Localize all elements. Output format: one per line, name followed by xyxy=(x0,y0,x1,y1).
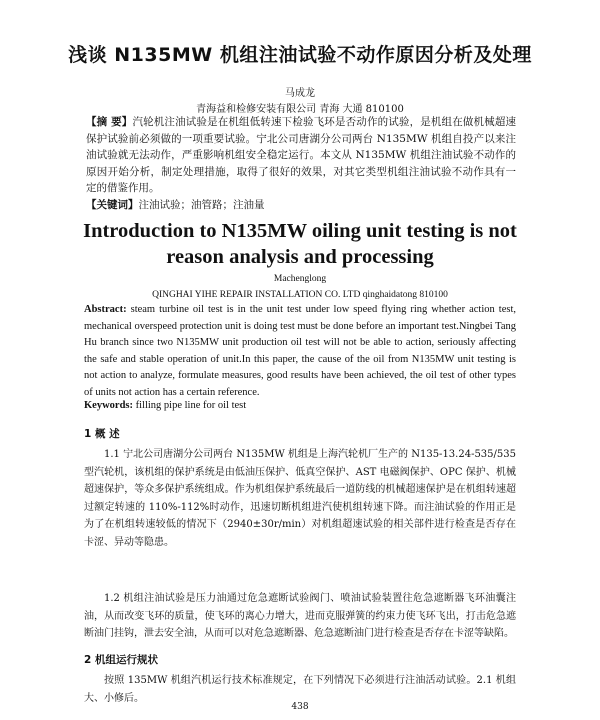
section-1-heading: 1 概 述 xyxy=(84,428,120,440)
chinese-abstract-label: 【摘 要】 xyxy=(86,116,133,128)
chinese-keywords-label: 【关键词】 xyxy=(86,199,139,211)
english-abstract-text: steam turbine oil test is in the unit test under low speed flying ring whether action test, mechanical overspeed protection unit is doing test must be done before an important test.Ningbei Tang Hu branch since two N135MW unit production oil test will not be able to action, seriously affecting the safe and stable operation of unit.In this paper, the cause of the oil from N135MW unit testing is not action to analyze, formulate measures, good results have been achieved, the oil test of other types of units not action has a certain reference. xyxy=(84,304,516,398)
chinese-keywords-text: 注油试验；油管路；注油量 xyxy=(138,199,265,211)
english-keywords xyxy=(84,400,516,411)
section-2-paragraph: 按照 135MW 机组汽机运行技术标准规定，在下列情况下必须进行注油活动试验。2.1 机组大、小修后。 xyxy=(84,675,516,704)
chinese-author: 马成龙 xyxy=(285,88,315,99)
chinese-keywords xyxy=(86,197,516,212)
english-keywords-text: filling pipe line for oil test xyxy=(135,400,247,411)
chinese-title: 浅谈 N135MW 机组注油试验不动作原因分析及处理 xyxy=(68,44,532,66)
section-1-paragraph-2: 1.2 机组注油试验是压力油通过危急遮断试验阀门、喷油试验装置往危急遮断器飞环油囊注油，从而改变飞环的质量，使飞环的离心力增大，进而克服弹簧的约束力使飞环飞出，打击危急遮断油门挂钩，泄去安全油，从而可以对危急遮断器、危急遮断油门进行检查是否存在卡涩等缺陷。 xyxy=(84,593,516,639)
section-1-paragraph-1: 1.1 宁北公司唐湖分公司两台 N135MW 机组是上海汽轮机厂生产的 N135-13.24-535/535 型汽轮机，该机组的保护系统是由低油压保护、低真空保护、AST 电磁阀保护、OPC 保护、机械超速保护，等众多保护系统组成。作为机组保护系统最后一道防线的机械超速保护是在机组转速超过额定转速的 110%-112%时动作，迅速切断机组进汽使机组转速下降。而注油试验的作用正是为了在机组转速较低的情况下（2940±30r/min）对机组超速试验的相关部件进行检查是否存在卡涩、异动等隐患。 xyxy=(84,449,516,548)
page-number: 438 xyxy=(291,702,309,712)
english-author: Machenglong xyxy=(273,274,327,284)
english-affiliation: QINGHAI YIHE REPAIR INSTALLATION CO. LTD qinghaidatong 810100 xyxy=(152,290,448,300)
english-abstract xyxy=(84,302,516,401)
english-keywords-label: Keywords: xyxy=(84,400,133,411)
section-2-heading: 2 机组运行规状 xyxy=(84,654,158,666)
english-abstract-label: Abstract: xyxy=(84,304,127,315)
english-title: Introduction to N135MW oiling unit testing is not reason analysis and processing xyxy=(83,220,517,268)
chinese-affiliation: 青海益和检修安装有限公司 青海 大通 810100 xyxy=(196,104,404,115)
chinese-abstract-text: 汽轮机注油试验是在机组低转速下检验飞环是否动作的试验，是机组在做机械超速保护试验前必须做的一项重要试验。宁北公司唐湖分公司两台 N135MW 机组自投产以来注油试验就无法动作，严重影响机组安全稳定运行。本文从 N135MW 机组注油试验不动作的原因开始分析，制定处理措施，取得了很好的效果，对其它类型机组注油试验不动作具有一定的借鉴作用。 xyxy=(86,116,517,194)
chinese-abstract xyxy=(86,114,516,197)
